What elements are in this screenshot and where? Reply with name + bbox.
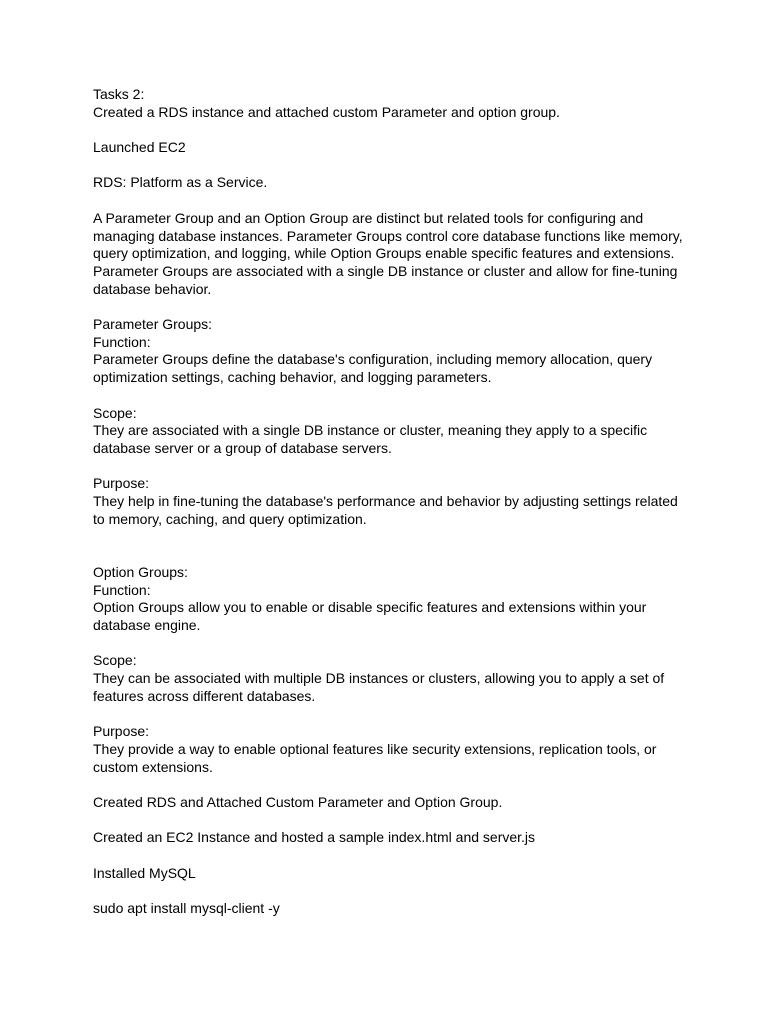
parameter-groups-function-label: Function: [93,333,151,350]
created-rds-block [93,794,693,812]
launched-ec2-text: Launched EC2 [93,139,186,156]
option-groups-scope-text: They can be associated with multiple DB instances or clusters, allowing you to apply a set of features across different databases. [93,670,665,704]
option-groups-heading: Option Groups: [93,563,188,580]
install-command-text: sudo apt install mysql-client -y [93,900,280,917]
task-summary: Created a RDS instance and attached custom Parameter and option group. [93,103,560,120]
option-groups-purpose-block [93,723,693,776]
rds-paas-text: RDS: Platform as a Service. [93,174,268,191]
option-groups-scope-label: Scope: [93,652,137,669]
created-rds-text: Created RDS and Attached Custom Parameter and Option Group. [93,793,503,810]
option-groups-function-block [93,564,693,635]
parameter-groups-purpose-label: Purpose: [93,475,150,492]
option-groups-purpose-text: They provide a way to enable optional features like security extensions, replication tools, or custom extensions. [93,740,657,775]
parameter-groups-function-block [93,316,693,387]
installed-mysql-block [93,865,693,883]
parameter-groups-purpose-block [93,475,693,528]
intro-paragraph: A Parameter Group and an Option Group are distinct but related tools for configuring and managing database instances. Parameter Groups control core database functions like memory, query optimization, and logging, while Option Groups enable specific features and extensions. Parameter Groups are associated with a single DB instance or cluster and allow for fine-tuning database behavior. [93,209,683,297]
document-body [93,86,693,936]
option-groups-function-text: Option Groups allow you to enable or disable specific features and extensions within your database engine. [93,599,647,633]
task-heading: Tasks 2: [93,86,145,102]
option-groups-scope-block [93,652,693,705]
created-ec2-text: Created an EC2 Instance and hosted a sample index.html and server.js [93,829,536,846]
rds-paas-block [93,174,693,192]
parameter-groups-function-text: Parameter Groups define the database's configuration, including memory allocation, query optimization settings, caching behavior, and logging parameters. [93,351,653,386]
parameter-groups-scope-block [93,405,693,458]
task-header-block [93,86,693,121]
installed-mysql-text: Installed MySQL [93,864,196,881]
install-command-block [93,900,693,918]
intro-block [93,210,693,299]
parameter-groups-scope-label: Scope: [93,404,137,421]
option-groups-function-label: Function: [93,581,151,598]
parameter-groups-scope-text: They are associated with a single DB instance or cluster, meaning they apply to a specific database server or a group of database servers. [93,422,648,456]
option-groups-purpose-label: Purpose: [93,723,150,740]
parameter-groups-purpose-text: They help in fine-tuning the database's performance and behavior by adjusting settings related to memory, caching, and query optimization. [93,493,678,527]
created-ec2-block [93,829,693,847]
launched-ec2-block [93,139,693,157]
parameter-groups-heading: Parameter Groups: [93,316,213,333]
